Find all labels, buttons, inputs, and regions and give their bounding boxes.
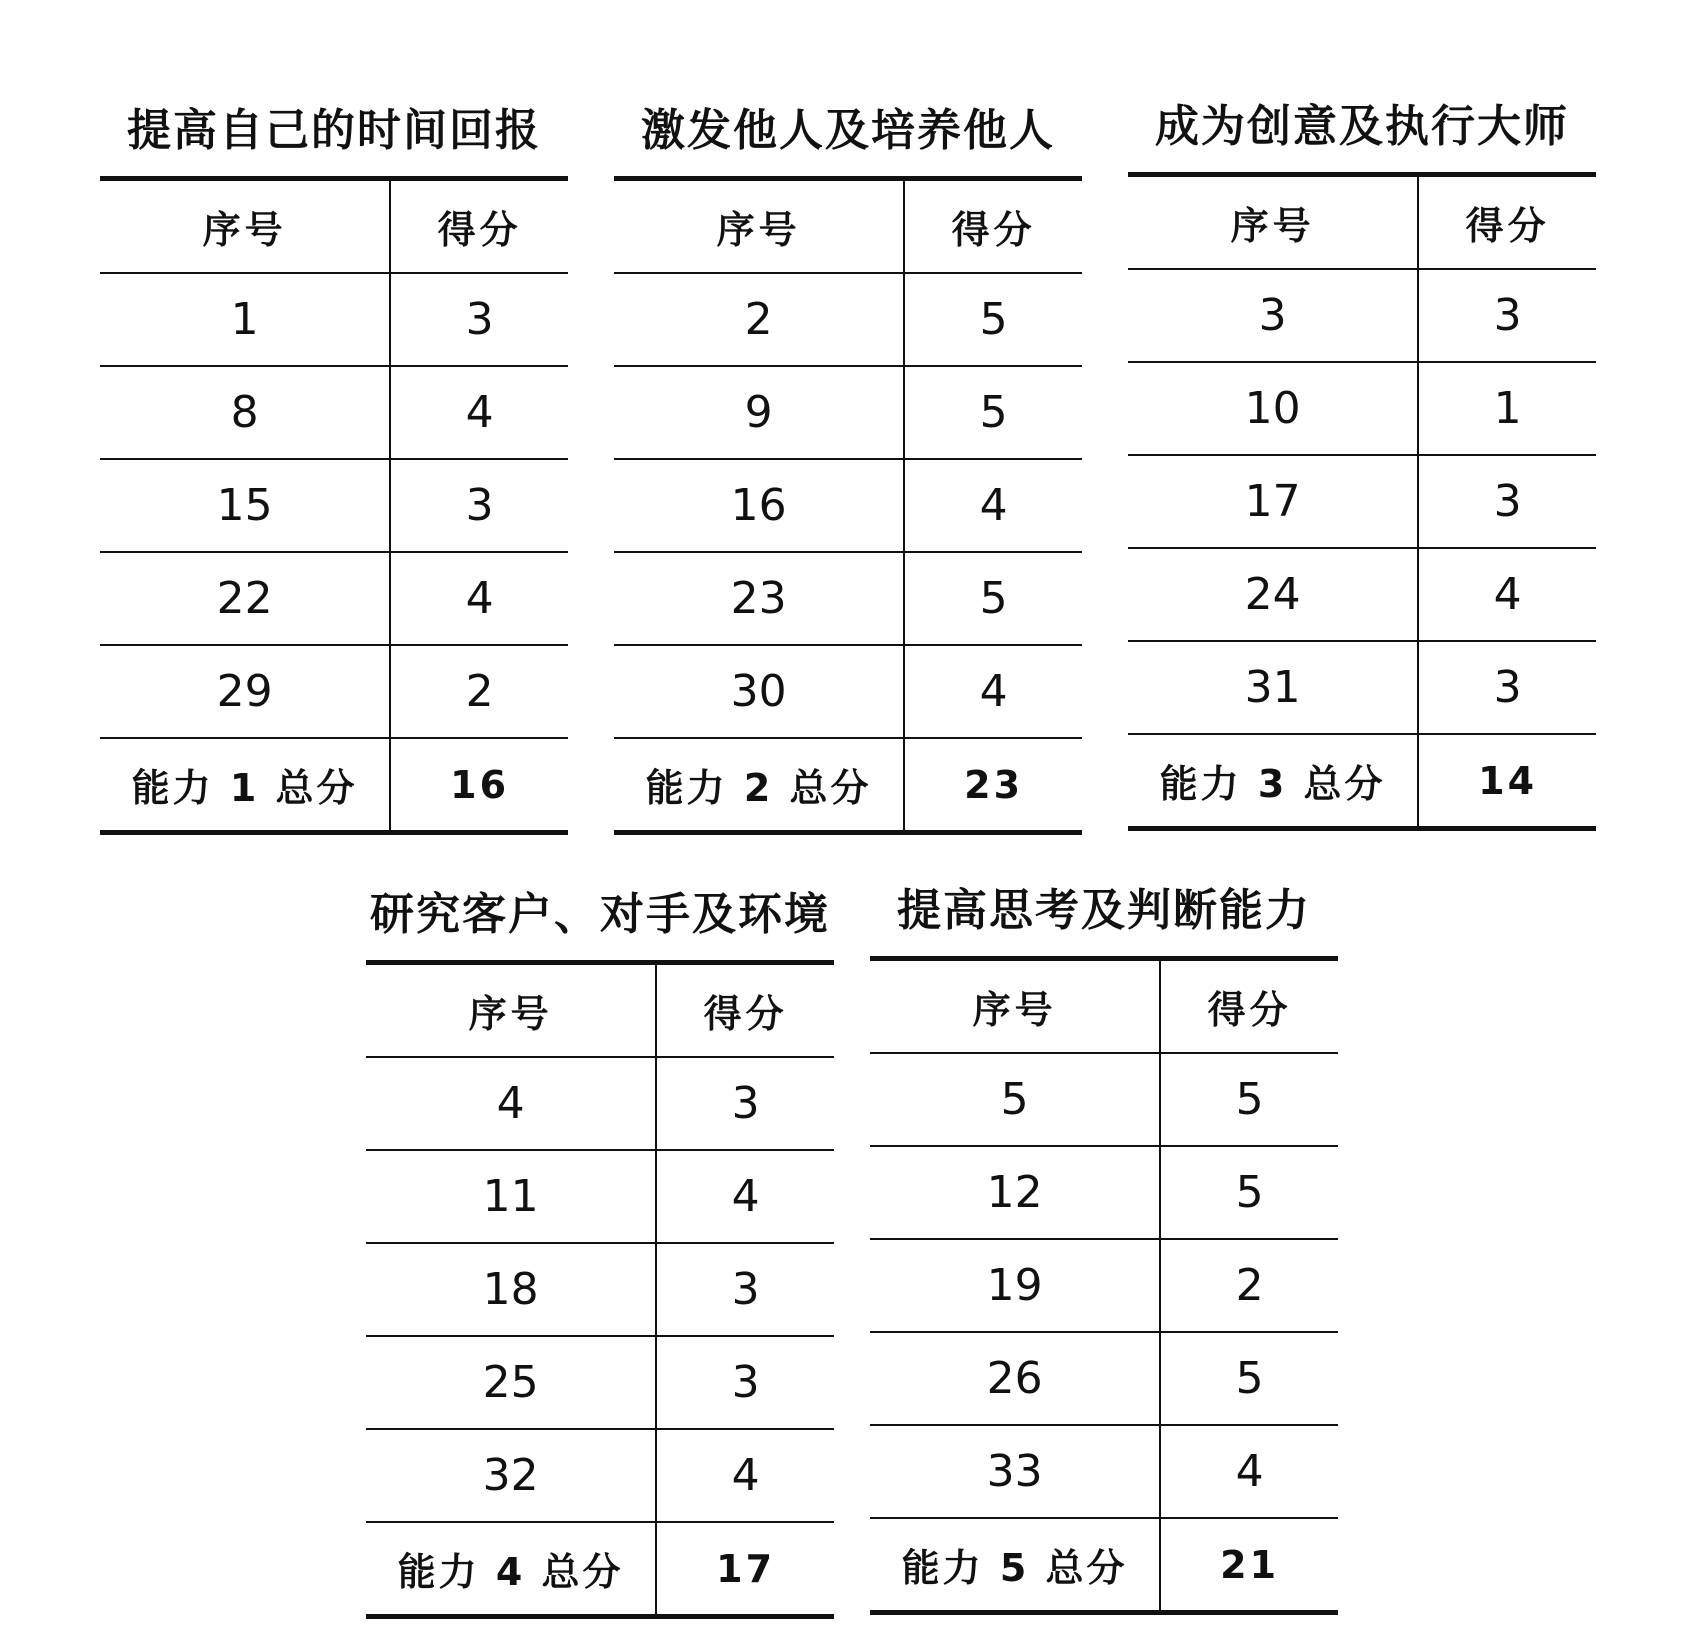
item-score: 5 <box>1160 1332 1338 1425</box>
table-row <box>870 1053 1338 1146</box>
item-score: 3 <box>1418 455 1596 548</box>
table-row <box>614 645 1082 738</box>
table-row <box>614 552 1082 645</box>
table-row <box>366 1243 834 1336</box>
total-row <box>366 1522 834 1617</box>
table-row <box>614 459 1082 552</box>
col-header-index: 序号 <box>366 963 656 1058</box>
item-index: 3 <box>1128 269 1418 362</box>
item-index: 19 <box>870 1239 1160 1332</box>
item-index: 4 <box>366 1057 656 1150</box>
block-title: 研究客户、对手及环境 <box>370 889 830 940</box>
item-score: 5 <box>1160 1146 1338 1239</box>
block-title: 成为创意及执行大师 <box>1155 101 1569 152</box>
item-index: 9 <box>614 366 904 459</box>
score-table <box>870 956 1338 1615</box>
item-score: 3 <box>390 273 568 366</box>
col-header-index: 序号 <box>870 959 1160 1054</box>
item-index: 18 <box>366 1243 656 1336</box>
item-index: 11 <box>366 1150 656 1243</box>
item-score: 2 <box>390 645 568 738</box>
header-row <box>870 959 1338 1054</box>
item-index: 24 <box>1128 548 1418 641</box>
score-table <box>366 960 834 1619</box>
item-index: 5 <box>870 1053 1160 1146</box>
item-score: 5 <box>904 273 1082 366</box>
total-label: 能力 3 总分 <box>1128 734 1418 829</box>
item-score: 3 <box>1418 269 1596 362</box>
item-index: 23 <box>614 552 904 645</box>
item-index: 31 <box>1128 641 1418 734</box>
header-row <box>614 179 1082 274</box>
ability-block-2 <box>614 100 1082 835</box>
table-row <box>1128 548 1596 641</box>
table-row <box>100 552 568 645</box>
table-row <box>870 1425 1338 1518</box>
item-index: 26 <box>870 1332 1160 1425</box>
item-index: 22 <box>100 552 390 645</box>
table-row <box>1128 362 1596 455</box>
total-value: 14 <box>1418 734 1596 829</box>
item-score: 3 <box>656 1243 834 1336</box>
total-label: 能力 2 总分 <box>614 738 904 833</box>
item-score: 2 <box>1160 1239 1338 1332</box>
ability-block-5 <box>870 880 1338 1615</box>
item-score: 4 <box>656 1429 834 1522</box>
item-index: 15 <box>100 459 390 552</box>
col-header-index: 序号 <box>614 179 904 274</box>
table-row <box>366 1336 834 1429</box>
item-score: 3 <box>656 1057 834 1150</box>
item-index: 32 <box>366 1429 656 1522</box>
item-score: 1 <box>1418 362 1596 455</box>
block-title: 提高思考及判断能力 <box>897 885 1311 936</box>
item-score: 4 <box>1160 1425 1338 1518</box>
table-row <box>1128 641 1596 734</box>
ability-block-3 <box>1128 96 1596 831</box>
col-header-index: 序号 <box>100 179 390 274</box>
item-index: 12 <box>870 1146 1160 1239</box>
item-score: 4 <box>390 366 568 459</box>
table-row <box>366 1429 834 1522</box>
total-row <box>1128 734 1596 829</box>
table-row <box>870 1239 1338 1332</box>
total-value: 16 <box>390 738 568 833</box>
total-value: 23 <box>904 738 1082 833</box>
total-row <box>100 738 568 833</box>
table-row <box>100 645 568 738</box>
total-row <box>614 738 1082 833</box>
item-index: 29 <box>100 645 390 738</box>
total-label: 能力 4 总分 <box>366 1522 656 1617</box>
item-index: 25 <box>366 1336 656 1429</box>
item-index: 17 <box>1128 455 1418 548</box>
col-header-score: 得分 <box>1207 988 1292 1032</box>
table-row <box>614 273 1082 366</box>
score-table <box>100 176 568 835</box>
score-table <box>614 176 1082 835</box>
col-header-score: 得分 <box>1465 204 1550 248</box>
table-row <box>614 366 1082 459</box>
item-score: 3 <box>656 1336 834 1429</box>
total-row <box>870 1518 1338 1613</box>
item-index: 16 <box>614 459 904 552</box>
block-title: 提高自己的时间回报 <box>127 105 541 156</box>
header-row <box>1128 175 1596 270</box>
table-row <box>366 1150 834 1243</box>
table-row <box>100 273 568 366</box>
total-value: 17 <box>656 1522 834 1617</box>
col-header-score: 得分 <box>703 992 788 1036</box>
item-score: 5 <box>904 366 1082 459</box>
table-row <box>1128 455 1596 548</box>
header-row <box>100 179 568 274</box>
total-value: 21 <box>1160 1518 1338 1613</box>
item-index: 8 <box>100 366 390 459</box>
table-row <box>1128 269 1596 362</box>
item-index: 10 <box>1128 362 1418 455</box>
total-label: 能力 5 总分 <box>870 1518 1160 1613</box>
block-title: 激发他人及培养他人 <box>641 105 1055 156</box>
table-row <box>870 1332 1338 1425</box>
item-score: 5 <box>904 552 1082 645</box>
item-score: 4 <box>904 645 1082 738</box>
header-row <box>366 963 834 1058</box>
ability-block-1 <box>100 100 568 835</box>
item-index: 30 <box>614 645 904 738</box>
ability-block-4 <box>366 884 834 1619</box>
col-header-score: 得分 <box>951 208 1036 252</box>
item-score: 4 <box>1418 548 1596 641</box>
table-row <box>100 459 568 552</box>
col-header-score: 得分 <box>437 208 522 252</box>
item-score: 4 <box>904 459 1082 552</box>
table-row <box>100 366 568 459</box>
item-index: 33 <box>870 1425 1160 1518</box>
table-row <box>870 1146 1338 1239</box>
table-row <box>366 1057 834 1150</box>
total-label: 能力 1 总分 <box>100 738 390 833</box>
col-header-index: 序号 <box>1128 175 1418 270</box>
item-index: 1 <box>100 273 390 366</box>
item-index: 2 <box>614 273 904 366</box>
score-table <box>1128 172 1596 831</box>
item-score: 5 <box>1160 1053 1338 1146</box>
item-score: 3 <box>1418 641 1596 734</box>
item-score: 4 <box>390 552 568 645</box>
item-score: 4 <box>656 1150 834 1243</box>
item-score: 3 <box>390 459 568 552</box>
